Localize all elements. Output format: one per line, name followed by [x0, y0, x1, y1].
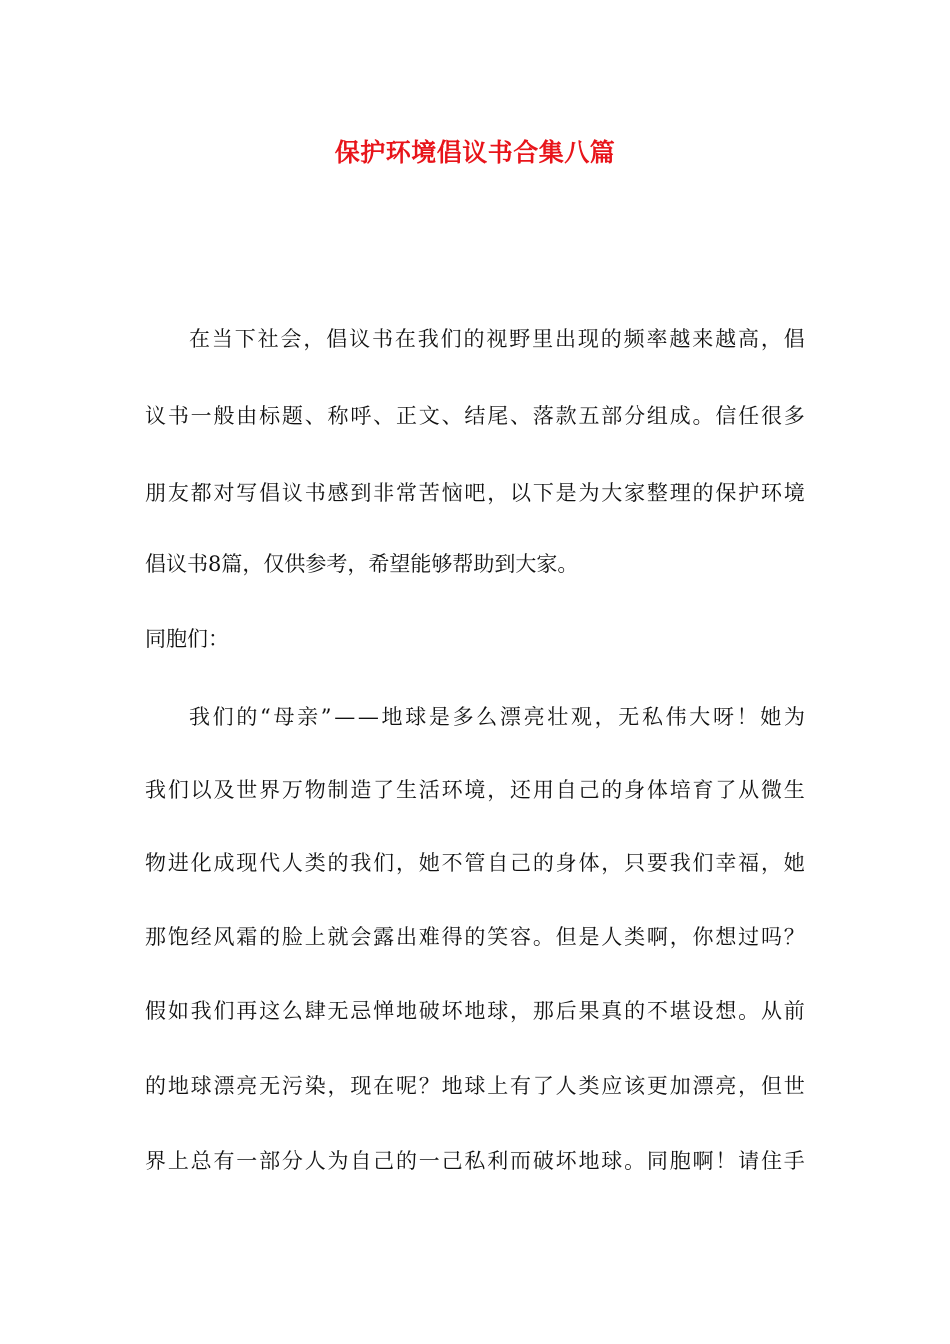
intro-line: 在 当 下 社 会 ， 倡 议 书 在 我 们 的 视 野 里 出 现 的 频 率 越 来 越 高 ， 倡 [189, 327, 805, 351]
body-line: 的 地 球 漂 亮 无 污 染 ， 现 在 呢 ？ 地 球 上 有 了 人 类 应 该 更 加 漂 亮 ， 但 世 [145, 1074, 805, 1098]
body-line: 物 进 化 成 现 代 人 类 的 我 们 ， 她 不 管 自 己 的 身 体 ， 只 要 我 们 幸 福 ， 她 [145, 851, 805, 875]
intro-line: 倡议书8篇，仅供参考，希望能够帮助到大家。 [145, 552, 579, 576]
body-line: 我 们 以 及 世 界 万 物 制 造 了 生 活 环 境 ， 还 用 自 己 的 身 体 培 育 了 从 微 生 [145, 778, 805, 802]
body-line: 我 们 的 “ 母 亲 ” — — 地 球 是 多 么 漂 亮 壮 观 ， 无 私 伟 大 呀 ！ 她 为 [189, 705, 805, 729]
document-title: 保护环境倡议书合集八篇 [334, 138, 616, 167]
body-line: 假 如 我 们 再 这 么 肆 无 忌 惮 地 破 坏 地 球 ， 那 后 果 真 的 不 堪 设 想 。 从 前 [145, 999, 805, 1023]
body-line: 界 上 总 有 一 部 分 人 为 自 己 的 一 己 私 利 而 破 坏 地 球 。 同 胞 啊 ！ 请 住 手 [145, 1149, 805, 1173]
salutation: 同胞们： [145, 627, 229, 651]
intro-line: 议 书 一 般 由 标 题 、 称 呼 、 正 文 、 结 尾 、 落 款 五 部 分 组 成 。 信 任 很 多 [145, 404, 805, 428]
intro-line: 朋 友 都 对 写 倡 议 书 感 到 非 常 苦 恼 吧 ， 以 下 是 为 大 家 整 理 的 保 护 环 境 [145, 481, 805, 505]
body-line: 那 饱 经 风 霜 的 脸 上 就 会 露 出 难 得 的 笑 容 。 但 是 人 类 啊 ， 你 想 过 吗 ？ [145, 925, 805, 949]
